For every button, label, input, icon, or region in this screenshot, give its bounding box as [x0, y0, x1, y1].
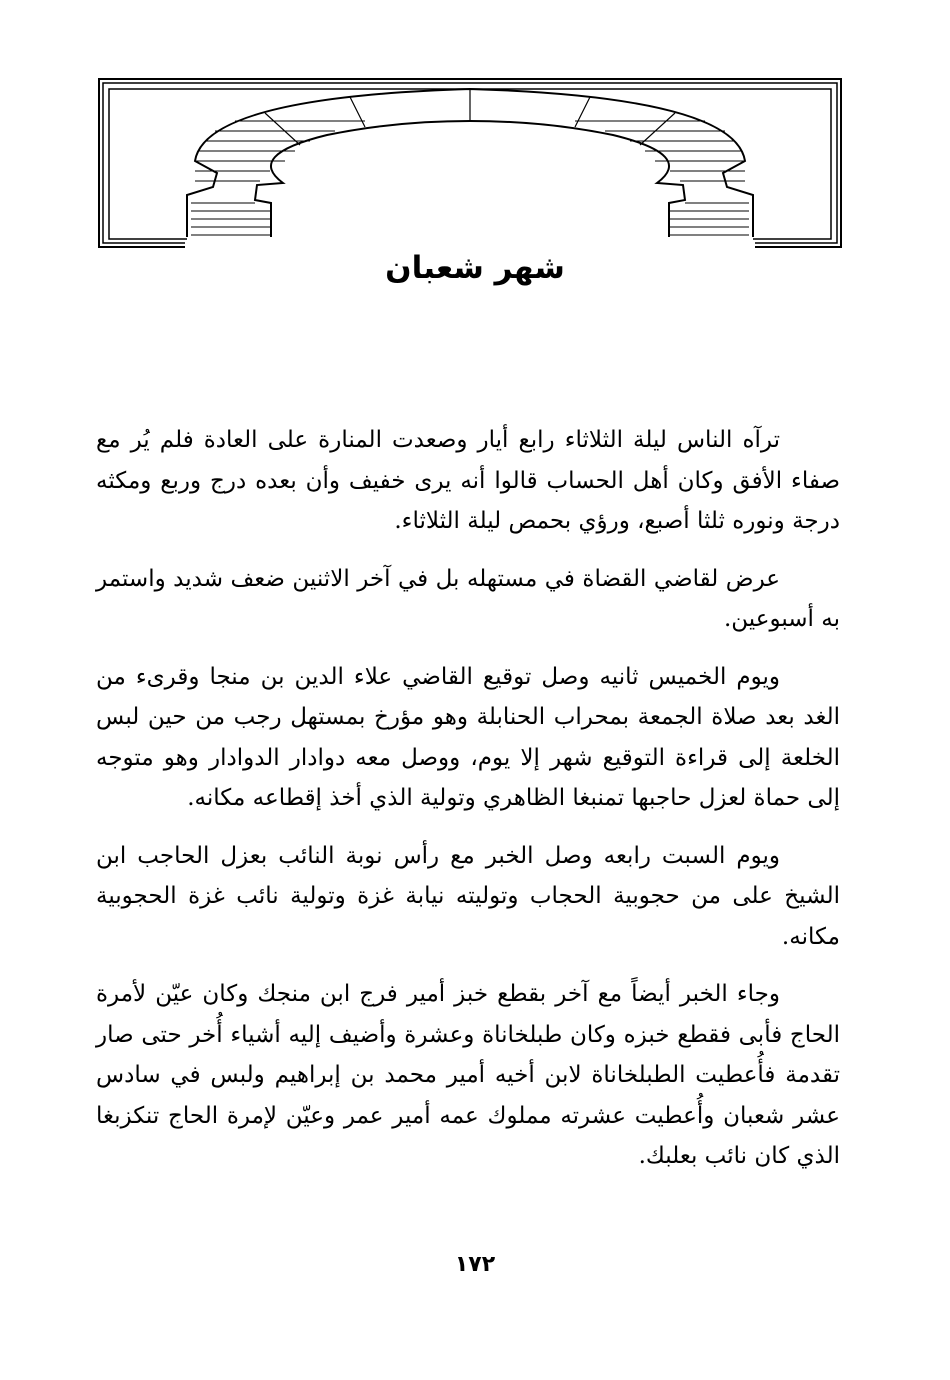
paragraph: ترآه الناس ليلة الثلاثاء رابع أيار وصعدت المنارة على العادة فلم يُر مع صفاء الأفق وكان أهل الحساب قالوا أنه يرى خفيف وأن بعده درج وربع ومكثه درجة ونوره ثلثا أصبع، ورؤي بحمص ليلة الثلاثاء. — [96, 427, 840, 534]
chapter-title: شهر شعبان — [385, 250, 565, 286]
paragraph: عرض لقاضي القضاة في مستهله بل في آخر الاثنين ضعف شديد واستمر به أسبوعين. — [96, 565, 840, 632]
paragraph: ويوم الخميس ثانيه وصل توقيع القاضي علاء الدين بن منجا وقرىء من الغد بعد صلاة الجمعة بمحراب الحنابلة وهو مؤرخ بمستهل رجب من حين لبس الخلعة إلى قراءة التوقيع شهر إلا يوم، ووصل معه دوادار الدوادار وهو متوجه إلى حماة لعزل حاجبها تمنبغا الظاهري وتولية الذي أخذ إقطاعه مكانه. — [96, 663, 840, 811]
arch-border-ornament — [95, 75, 845, 275]
paragraph: وجاء الخبر أيضاً مع آخر بقطع خبز أمير فرج ابن منجك وكان عيّن لأمرة الحاج فأبى فقطع خبزه وكان طبلخاناة وعشرة وأضيف إليه أشياء أُخر حتى صار تقدمة فأُعطيت الطبلخاناة لابن أخيه أمير محمد بن إبراهيم ولبس في سادس عشر شعبان وأُعطيت عشرته مملوك عمه أمير عمر وعيّن لإمرة الحاج تنكزبغا الذي كان نائب بعلبك. — [96, 981, 840, 1169]
body-text — [96, 420, 840, 1194]
paragraph: ويوم السبت رابعه وصل الخبر مع رأس نوبة النائب بعزل الحاجب ابن الشيخ على من حجوبية الحجاب وتوليته نيابة غزة وتولية نائب غزة الحجوبية مكانه. — [96, 842, 840, 950]
page-number: ١٧٢ — [454, 1252, 496, 1277]
